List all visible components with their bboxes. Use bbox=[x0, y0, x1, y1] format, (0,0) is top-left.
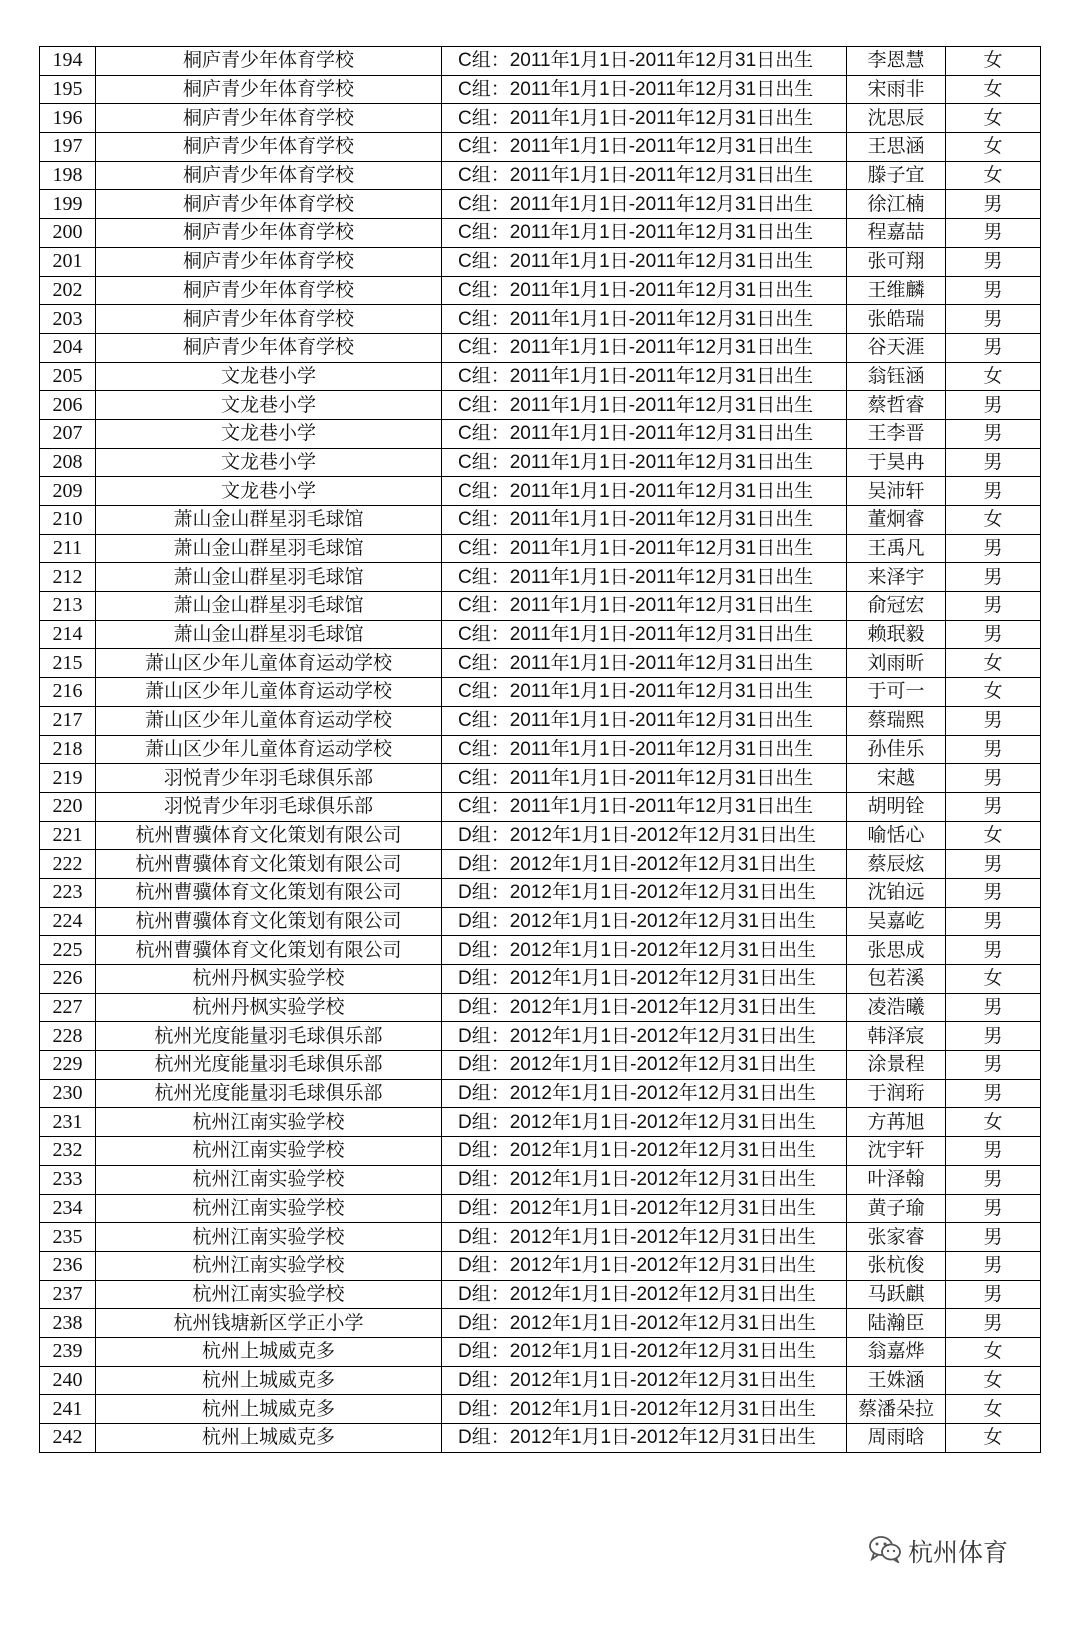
cell-name: 凌浩曦 bbox=[847, 993, 946, 1022]
cell-name: 王李晋 bbox=[847, 419, 946, 448]
table-row bbox=[40, 1051, 1041, 1080]
cell-gender: 男 bbox=[946, 1165, 1041, 1194]
table-row bbox=[40, 362, 1041, 391]
cell-age-group: D组：2012年1月1日-2012年12月31日出生 bbox=[442, 907, 847, 936]
cell-number: 197 bbox=[40, 133, 96, 162]
cell-age-group: C组：2011年1月1日-2011年12月31日出生 bbox=[442, 333, 847, 362]
cell-gender: 男 bbox=[946, 534, 1041, 563]
cell-organization: 杭州曹骥体育文化策划有限公司 bbox=[96, 850, 442, 879]
cell-number: 212 bbox=[40, 563, 96, 592]
cell-age-group: C组：2011年1月1日-2011年12月31日出生 bbox=[442, 620, 847, 649]
cell-age-group: D组：2012年1月1日-2012年12月31日出生 bbox=[442, 1194, 847, 1223]
table-row bbox=[40, 247, 1041, 276]
cell-organization: 萧山金山群星羽毛球馆 bbox=[96, 620, 442, 649]
cell-number: 206 bbox=[40, 391, 96, 420]
table-row bbox=[40, 190, 1041, 219]
cell-organization: 桐庐青少年体育学校 bbox=[96, 133, 442, 162]
cell-name: 王姝涵 bbox=[847, 1366, 946, 1395]
cell-gender: 男 bbox=[946, 936, 1041, 965]
cell-gender: 女 bbox=[946, 1108, 1041, 1137]
table-row bbox=[40, 936, 1041, 965]
cell-gender: 男 bbox=[946, 276, 1041, 305]
cell-age-group: D组：2012年1月1日-2012年12月31日出生 bbox=[442, 1337, 847, 1366]
cell-name: 黄子瑜 bbox=[847, 1194, 946, 1223]
table-row bbox=[40, 850, 1041, 879]
cell-number: 228 bbox=[40, 1022, 96, 1051]
cell-name: 蔡潘朵拉 bbox=[847, 1395, 946, 1424]
cell-organization: 杭州丹枫实验学校 bbox=[96, 993, 442, 1022]
table-row bbox=[40, 1165, 1041, 1194]
cell-organization: 羽悦青少年羽毛球俱乐部 bbox=[96, 764, 442, 793]
table-row bbox=[40, 1424, 1041, 1453]
cell-name: 蔡哲睿 bbox=[847, 391, 946, 420]
table-row bbox=[40, 1137, 1041, 1166]
cell-organization: 萧山区少年儿童体育运动学校 bbox=[96, 735, 442, 764]
table-row bbox=[40, 706, 1041, 735]
cell-gender: 男 bbox=[946, 620, 1041, 649]
cell-age-group: C组：2011年1月1日-2011年12月31日出生 bbox=[442, 506, 847, 535]
cell-organization: 杭州曹骥体育文化策划有限公司 bbox=[96, 878, 442, 907]
cell-age-group: C组：2011年1月1日-2011年12月31日出生 bbox=[442, 592, 847, 621]
cell-name: 沈铂远 bbox=[847, 878, 946, 907]
cell-number: 231 bbox=[40, 1108, 96, 1137]
cell-gender: 男 bbox=[946, 735, 1041, 764]
cell-name: 谷天涯 bbox=[847, 333, 946, 362]
cell-organization: 杭州上城威克多 bbox=[96, 1395, 442, 1424]
cell-number: 218 bbox=[40, 735, 96, 764]
cell-number: 240 bbox=[40, 1366, 96, 1395]
cell-gender: 女 bbox=[946, 649, 1041, 678]
cell-organization: 桐庐青少年体育学校 bbox=[96, 75, 442, 104]
cell-organization: 萧山金山群星羽毛球馆 bbox=[96, 534, 442, 563]
cell-gender: 男 bbox=[946, 993, 1041, 1022]
cell-gender: 男 bbox=[946, 333, 1041, 362]
table-row bbox=[40, 104, 1041, 133]
cell-gender: 男 bbox=[946, 1079, 1041, 1108]
cell-age-group: D组：2012年1月1日-2012年12月31日出生 bbox=[442, 821, 847, 850]
cell-gender: 女 bbox=[946, 821, 1041, 850]
table-row bbox=[40, 907, 1041, 936]
cell-gender: 女 bbox=[946, 1424, 1041, 1453]
table-row bbox=[40, 448, 1041, 477]
cell-organization: 桐庐青少年体育学校 bbox=[96, 276, 442, 305]
cell-name: 来泽宇 bbox=[847, 563, 946, 592]
cell-organization: 杭州江南实验学校 bbox=[96, 1137, 442, 1166]
cell-gender: 男 bbox=[946, 419, 1041, 448]
cell-number: 238 bbox=[40, 1309, 96, 1338]
cell-number: 241 bbox=[40, 1395, 96, 1424]
cell-number: 233 bbox=[40, 1165, 96, 1194]
cell-organization: 杭州江南实验学校 bbox=[96, 1108, 442, 1137]
cell-gender: 男 bbox=[946, 706, 1041, 735]
cell-organization: 萧山区少年儿童体育运动学校 bbox=[96, 649, 442, 678]
cell-age-group: D组：2012年1月1日-2012年12月31日出生 bbox=[442, 1251, 847, 1280]
table-row bbox=[40, 878, 1041, 907]
cell-age-group: C组：2011年1月1日-2011年12月31日出生 bbox=[442, 649, 847, 678]
cell-gender: 男 bbox=[946, 878, 1041, 907]
cell-age-group: C组：2011年1月1日-2011年12月31日出生 bbox=[442, 161, 847, 190]
cell-gender: 女 bbox=[946, 161, 1041, 190]
cell-number: 235 bbox=[40, 1223, 96, 1252]
cell-gender: 男 bbox=[946, 1194, 1041, 1223]
cell-organization: 萧山金山群星羽毛球馆 bbox=[96, 563, 442, 592]
cell-age-group: D组：2012年1月1日-2012年12月31日出生 bbox=[442, 878, 847, 907]
cell-name: 翁钰涵 bbox=[847, 362, 946, 391]
cell-gender: 男 bbox=[946, 764, 1041, 793]
cell-age-group: C组：2011年1月1日-2011年12月31日出生 bbox=[442, 534, 847, 563]
cell-gender: 男 bbox=[946, 305, 1041, 334]
cell-age-group: C组：2011年1月1日-2011年12月31日出生 bbox=[442, 678, 847, 707]
cell-gender: 男 bbox=[946, 792, 1041, 821]
cell-organization: 羽悦青少年羽毛球俱乐部 bbox=[96, 792, 442, 821]
cell-organization: 文龙巷小学 bbox=[96, 362, 442, 391]
cell-organization: 杭州钱塘新区学正小学 bbox=[96, 1309, 442, 1338]
cell-age-group: D组：2012年1月1日-2012年12月31日出生 bbox=[442, 993, 847, 1022]
cell-number: 216 bbox=[40, 678, 96, 707]
cell-gender: 男 bbox=[946, 391, 1041, 420]
cell-number: 209 bbox=[40, 477, 96, 506]
cell-gender: 男 bbox=[946, 563, 1041, 592]
cell-gender: 男 bbox=[946, 190, 1041, 219]
cell-number: 217 bbox=[40, 706, 96, 735]
cell-name: 俞冠宏 bbox=[847, 592, 946, 621]
cell-age-group: C组：2011年1月1日-2011年12月31日出生 bbox=[442, 764, 847, 793]
cell-name: 滕子宜 bbox=[847, 161, 946, 190]
cell-number: 198 bbox=[40, 161, 96, 190]
cell-number: 201 bbox=[40, 247, 96, 276]
cell-age-group: D组：2012年1月1日-2012年12月31日出生 bbox=[442, 1137, 847, 1166]
cell-organization: 文龙巷小学 bbox=[96, 391, 442, 420]
cell-gender: 女 bbox=[946, 362, 1041, 391]
cell-name: 于润珩 bbox=[847, 1079, 946, 1108]
cell-age-group: C组：2011年1月1日-2011年12月31日出生 bbox=[442, 47, 847, 76]
cell-number: 204 bbox=[40, 333, 96, 362]
cell-name: 包若溪 bbox=[847, 965, 946, 994]
cell-number: 215 bbox=[40, 649, 96, 678]
table-row bbox=[40, 1108, 1041, 1137]
cell-number: 223 bbox=[40, 878, 96, 907]
cell-gender: 男 bbox=[946, 592, 1041, 621]
cell-name: 王维麟 bbox=[847, 276, 946, 305]
cell-name: 张皓瑞 bbox=[847, 305, 946, 334]
cell-number: 220 bbox=[40, 792, 96, 821]
cell-number: 207 bbox=[40, 419, 96, 448]
table-row bbox=[40, 792, 1041, 821]
cell-name: 陆瀚臣 bbox=[847, 1309, 946, 1338]
cell-name: 张思成 bbox=[847, 936, 946, 965]
wechat-icon bbox=[868, 1535, 902, 1567]
table-row bbox=[40, 735, 1041, 764]
cell-organization: 杭州江南实验学校 bbox=[96, 1280, 442, 1309]
cell-name: 程嘉喆 bbox=[847, 219, 946, 248]
cell-organization: 桐庐青少年体育学校 bbox=[96, 47, 442, 76]
cell-organization: 杭州江南实验学校 bbox=[96, 1251, 442, 1280]
table-row bbox=[40, 764, 1041, 793]
table-row bbox=[40, 1079, 1041, 1108]
cell-age-group: C组：2011年1月1日-2011年12月31日出生 bbox=[442, 219, 847, 248]
cell-age-group: D组：2012年1月1日-2012年12月31日出生 bbox=[442, 1280, 847, 1309]
cell-age-group: C组：2011年1月1日-2011年12月31日出生 bbox=[442, 563, 847, 592]
cell-age-group: D组：2012年1月1日-2012年12月31日出生 bbox=[442, 936, 847, 965]
cell-organization: 杭州光度能量羽毛球俱乐部 bbox=[96, 1079, 442, 1108]
table-row bbox=[40, 161, 1041, 190]
cell-number: 205 bbox=[40, 362, 96, 391]
cell-organization: 桐庐青少年体育学校 bbox=[96, 104, 442, 133]
cell-name: 赖珉毅 bbox=[847, 620, 946, 649]
cell-name: 蔡瑞熙 bbox=[847, 706, 946, 735]
cell-number: 227 bbox=[40, 993, 96, 1022]
cell-name: 翁嘉烨 bbox=[847, 1337, 946, 1366]
cell-age-group: D组：2012年1月1日-2012年12月31日出生 bbox=[442, 1108, 847, 1137]
table-row bbox=[40, 534, 1041, 563]
cell-name: 韩泽宸 bbox=[847, 1022, 946, 1051]
cell-age-group: C组：2011年1月1日-2011年12月31日出生 bbox=[442, 391, 847, 420]
cell-name: 马跃麒 bbox=[847, 1280, 946, 1309]
cell-gender: 男 bbox=[946, 850, 1041, 879]
table-row bbox=[40, 649, 1041, 678]
cell-organization: 萧山区少年儿童体育运动学校 bbox=[96, 706, 442, 735]
cell-name: 王禹凡 bbox=[847, 534, 946, 563]
cell-organization: 桐庐青少年体育学校 bbox=[96, 333, 442, 362]
cell-number: 203 bbox=[40, 305, 96, 334]
cell-age-group: C组：2011年1月1日-2011年12月31日出生 bbox=[442, 706, 847, 735]
cell-gender: 男 bbox=[946, 1022, 1041, 1051]
cell-number: 234 bbox=[40, 1194, 96, 1223]
cell-number: 229 bbox=[40, 1051, 96, 1080]
cell-number: 200 bbox=[40, 219, 96, 248]
table-row bbox=[40, 1022, 1041, 1051]
watermark-text: 杭州体育 bbox=[908, 1538, 1009, 1567]
cell-name: 董炯睿 bbox=[847, 506, 946, 535]
table-row bbox=[40, 1194, 1041, 1223]
cell-organization: 杭州曹骥体育文化策划有限公司 bbox=[96, 821, 442, 850]
cell-number: 199 bbox=[40, 190, 96, 219]
cell-age-group: D组：2012年1月1日-2012年12月31日出生 bbox=[442, 1079, 847, 1108]
roster-table bbox=[39, 46, 1041, 1453]
cell-age-group: C组：2011年1月1日-2011年12月31日出生 bbox=[442, 305, 847, 334]
cell-age-group: C组：2011年1月1日-2011年12月31日出生 bbox=[442, 247, 847, 276]
cell-number: 213 bbox=[40, 592, 96, 621]
cell-gender: 女 bbox=[946, 678, 1041, 707]
cell-organization: 桐庐青少年体育学校 bbox=[96, 190, 442, 219]
cell-number: 237 bbox=[40, 1280, 96, 1309]
table-row bbox=[40, 75, 1041, 104]
table-row bbox=[40, 993, 1041, 1022]
cell-name: 张杭俊 bbox=[847, 1251, 946, 1280]
cell-name: 喻恬心 bbox=[847, 821, 946, 850]
cell-organization: 杭州曹骥体育文化策划有限公司 bbox=[96, 907, 442, 936]
cell-organization: 杭州光度能量羽毛球俱乐部 bbox=[96, 1022, 442, 1051]
cell-name: 刘雨昕 bbox=[847, 649, 946, 678]
cell-gender: 男 bbox=[946, 1223, 1041, 1252]
table-row bbox=[40, 1309, 1041, 1338]
cell-name: 于可一 bbox=[847, 678, 946, 707]
cell-number: 210 bbox=[40, 506, 96, 535]
cell-number: 214 bbox=[40, 620, 96, 649]
cell-age-group: D组：2012年1月1日-2012年12月31日出生 bbox=[442, 1165, 847, 1194]
cell-age-group: C组：2011年1月1日-2011年12月31日出生 bbox=[442, 75, 847, 104]
cell-gender: 男 bbox=[946, 1309, 1041, 1338]
cell-organization: 文龙巷小学 bbox=[96, 477, 442, 506]
table-row bbox=[40, 1280, 1041, 1309]
cell-age-group: C组：2011年1月1日-2011年12月31日出生 bbox=[442, 190, 847, 219]
cell-name: 叶泽翰 bbox=[847, 1165, 946, 1194]
cell-gender: 女 bbox=[946, 133, 1041, 162]
cell-name: 周雨晗 bbox=[847, 1424, 946, 1453]
cell-age-group: D组：2012年1月1日-2012年12月31日出生 bbox=[442, 850, 847, 879]
table-row bbox=[40, 305, 1041, 334]
cell-number: 226 bbox=[40, 965, 96, 994]
cell-number: 222 bbox=[40, 850, 96, 879]
cell-number: 208 bbox=[40, 448, 96, 477]
cell-age-group: C组：2011年1月1日-2011年12月31日出生 bbox=[442, 362, 847, 391]
cell-gender: 男 bbox=[946, 1051, 1041, 1080]
cell-name: 宋越 bbox=[847, 764, 946, 793]
cell-organization: 文龙巷小学 bbox=[96, 419, 442, 448]
table-row bbox=[40, 620, 1041, 649]
cell-age-group: D组：2012年1月1日-2012年12月31日出生 bbox=[442, 1309, 847, 1338]
cell-name: 李恩慧 bbox=[847, 47, 946, 76]
table-row bbox=[40, 1395, 1041, 1424]
table-row bbox=[40, 965, 1041, 994]
cell-age-group: C组：2011年1月1日-2011年12月31日出生 bbox=[442, 104, 847, 133]
cell-name: 胡明铨 bbox=[847, 792, 946, 821]
cell-organization: 桐庐青少年体育学校 bbox=[96, 161, 442, 190]
cell-organization: 桐庐青少年体育学校 bbox=[96, 247, 442, 276]
cell-age-group: C组：2011年1月1日-2011年12月31日出生 bbox=[442, 133, 847, 162]
cell-organization: 萧山金山群星羽毛球馆 bbox=[96, 506, 442, 535]
cell-name: 张家睿 bbox=[847, 1223, 946, 1252]
cell-number: 225 bbox=[40, 936, 96, 965]
cell-organization: 文龙巷小学 bbox=[96, 448, 442, 477]
cell-number: 232 bbox=[40, 1137, 96, 1166]
cell-age-group: D组：2012年1月1日-2012年12月31日出生 bbox=[442, 1022, 847, 1051]
cell-name: 吴嘉屹 bbox=[847, 907, 946, 936]
cell-name: 孙佳乐 bbox=[847, 735, 946, 764]
cell-gender: 女 bbox=[946, 104, 1041, 133]
cell-organization: 杭州上城威克多 bbox=[96, 1424, 442, 1453]
cell-gender: 女 bbox=[946, 1366, 1041, 1395]
cell-gender: 男 bbox=[946, 448, 1041, 477]
table-row bbox=[40, 333, 1041, 362]
cell-name: 蔡辰炫 bbox=[847, 850, 946, 879]
cell-organization: 杭州上城威克多 bbox=[96, 1337, 442, 1366]
cell-age-group: D组：2012年1月1日-2012年12月31日出生 bbox=[442, 965, 847, 994]
cell-gender: 男 bbox=[946, 907, 1041, 936]
cell-number: 221 bbox=[40, 821, 96, 850]
table-row bbox=[40, 1223, 1041, 1252]
table-row bbox=[40, 592, 1041, 621]
table-row bbox=[40, 678, 1041, 707]
cell-organization: 杭州曹骥体育文化策划有限公司 bbox=[96, 936, 442, 965]
cell-organization: 杭州江南实验学校 bbox=[96, 1165, 442, 1194]
cell-name: 于昊冉 bbox=[847, 448, 946, 477]
cell-gender: 男 bbox=[946, 219, 1041, 248]
cell-name: 徐江楠 bbox=[847, 190, 946, 219]
cell-name: 王思涵 bbox=[847, 133, 946, 162]
cell-age-group: C组：2011年1月1日-2011年12月31日出生 bbox=[442, 276, 847, 305]
cell-gender: 女 bbox=[946, 506, 1041, 535]
cell-age-group: D组：2012年1月1日-2012年12月31日出生 bbox=[442, 1395, 847, 1424]
table-row bbox=[40, 563, 1041, 592]
table-row bbox=[40, 419, 1041, 448]
table-row bbox=[40, 477, 1041, 506]
cell-organization: 杭州江南实验学校 bbox=[96, 1194, 442, 1223]
cell-gender: 男 bbox=[946, 247, 1041, 276]
cell-age-group: D组：2012年1月1日-2012年12月31日出生 bbox=[442, 1051, 847, 1080]
cell-gender: 女 bbox=[946, 47, 1041, 76]
table-row bbox=[40, 219, 1041, 248]
cell-organization: 桐庐青少年体育学校 bbox=[96, 305, 442, 334]
cell-organization: 杭州上城威克多 bbox=[96, 1366, 442, 1395]
cell-name: 吴沛轩 bbox=[847, 477, 946, 506]
cell-gender: 女 bbox=[946, 1395, 1041, 1424]
cell-gender: 女 bbox=[946, 1337, 1041, 1366]
watermark bbox=[868, 1533, 1008, 1569]
cell-number: 202 bbox=[40, 276, 96, 305]
cell-number: 195 bbox=[40, 75, 96, 104]
cell-number: 219 bbox=[40, 764, 96, 793]
table-row bbox=[40, 821, 1041, 850]
cell-name: 沈思辰 bbox=[847, 104, 946, 133]
cell-gender: 男 bbox=[946, 477, 1041, 506]
table-row bbox=[40, 1337, 1041, 1366]
table-row bbox=[40, 276, 1041, 305]
cell-organization: 桐庐青少年体育学校 bbox=[96, 219, 442, 248]
cell-number: 236 bbox=[40, 1251, 96, 1280]
cell-number: 224 bbox=[40, 907, 96, 936]
cell-name: 沈宇轩 bbox=[847, 1137, 946, 1166]
cell-number: 242 bbox=[40, 1424, 96, 1453]
cell-age-group: C组：2011年1月1日-2011年12月31日出生 bbox=[442, 792, 847, 821]
cell-age-group: C组：2011年1月1日-2011年12月31日出生 bbox=[442, 477, 847, 506]
cell-number: 196 bbox=[40, 104, 96, 133]
cell-gender: 女 bbox=[946, 965, 1041, 994]
cell-name: 宋雨非 bbox=[847, 75, 946, 104]
cell-organization: 杭州光度能量羽毛球俱乐部 bbox=[96, 1051, 442, 1080]
table-row bbox=[40, 506, 1041, 535]
cell-organization: 萧山区少年儿童体育运动学校 bbox=[96, 678, 442, 707]
cell-age-group: D组：2012年1月1日-2012年12月31日出生 bbox=[442, 1223, 847, 1252]
cell-age-group: C组：2011年1月1日-2011年12月31日出生 bbox=[442, 735, 847, 764]
cell-age-group: D组：2012年1月1日-2012年12月31日出生 bbox=[442, 1424, 847, 1453]
table-row bbox=[40, 47, 1041, 76]
cell-organization: 杭州江南实验学校 bbox=[96, 1223, 442, 1252]
cell-gender: 男 bbox=[946, 1251, 1041, 1280]
cell-name: 方苒旭 bbox=[847, 1108, 946, 1137]
cell-organization: 萧山金山群星羽毛球馆 bbox=[96, 592, 442, 621]
cell-name: 涂景程 bbox=[847, 1051, 946, 1080]
cell-gender: 男 bbox=[946, 1280, 1041, 1309]
roster-table-body bbox=[40, 47, 1041, 1453]
cell-number: 230 bbox=[40, 1079, 96, 1108]
table-row bbox=[40, 1251, 1041, 1280]
cell-number: 194 bbox=[40, 47, 96, 76]
cell-gender: 女 bbox=[946, 75, 1041, 104]
cell-name: 张可翔 bbox=[847, 247, 946, 276]
cell-number: 211 bbox=[40, 534, 96, 563]
table-row bbox=[40, 133, 1041, 162]
cell-gender: 男 bbox=[946, 1137, 1041, 1166]
cell-age-group: C组：2011年1月1日-2011年12月31日出生 bbox=[442, 419, 847, 448]
cell-age-group: C组：2011年1月1日-2011年12月31日出生 bbox=[442, 448, 847, 477]
cell-number: 239 bbox=[40, 1337, 96, 1366]
cell-age-group: D组：2012年1月1日-2012年12月31日出生 bbox=[442, 1366, 847, 1395]
cell-organization: 杭州丹枫实验学校 bbox=[96, 965, 442, 994]
table-row bbox=[40, 1366, 1041, 1395]
table-row bbox=[40, 391, 1041, 420]
